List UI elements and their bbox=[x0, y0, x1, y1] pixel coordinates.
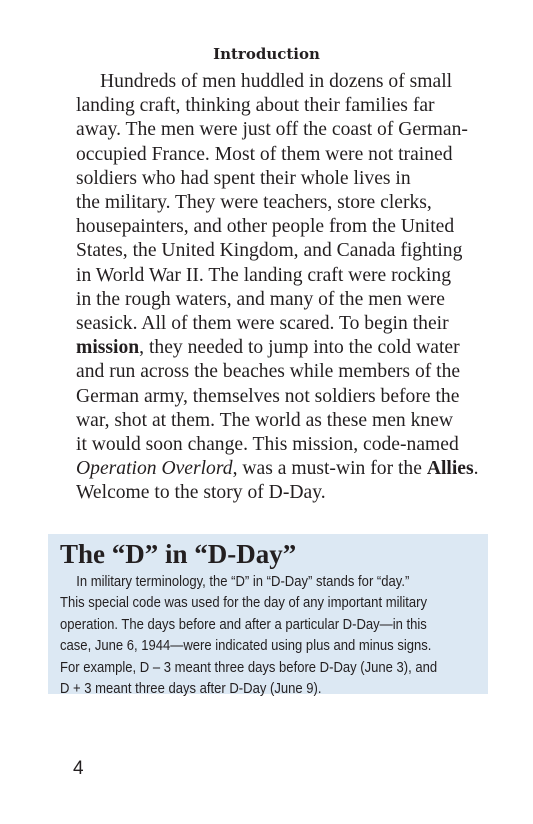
sidebar-title: The “D” in “D-Day” bbox=[60, 539, 297, 569]
body-text-fragment: , was a must-win for the bbox=[232, 458, 427, 480]
sidebar-paragraph bbox=[60, 572, 442, 700]
body-line-mission bbox=[76, 336, 496, 360]
page-number: 4 bbox=[73, 758, 84, 779]
sidebar-line: This special code was used for the day of any important military bbox=[60, 595, 428, 612]
section-heading: Introduction bbox=[213, 45, 320, 63]
body-line: Hundreds of men huddled in dozens of small bbox=[100, 71, 453, 92]
body-line: landing craft, thinking about their families far bbox=[76, 95, 435, 117]
body-line: in the rough waters, and many of the men were bbox=[76, 288, 445, 310]
body-line: the military. They were teachers, store clerks, bbox=[76, 192, 432, 214]
glossary-term-mission: mission bbox=[76, 337, 140, 359]
body-line: and run across the beaches while members of the bbox=[76, 361, 461, 383]
body-line: away. The men were just off the coast of German- bbox=[76, 119, 468, 141]
body-line-operation bbox=[76, 457, 496, 481]
body-line: it would soon change. This mission, code-named bbox=[76, 434, 459, 456]
body-line: seasick. All of them were scared. To begin their bbox=[76, 313, 449, 335]
body-line: States, the United Kingdom, and Canada fighting bbox=[76, 240, 463, 262]
sidebar-line: case, June 6, 1944—were indicated using plus and minus signs. bbox=[60, 638, 432, 655]
body-text-fragment: . bbox=[473, 458, 479, 480]
body-line: soldiers who had spent their whole lives in bbox=[76, 167, 411, 189]
body-line: Welcome to the story of D-Day. bbox=[76, 482, 326, 504]
sidebar-line: operation. The days before and after a particular D-Day—in this bbox=[60, 616, 427, 633]
body-line: war, shot at them. The world as these men knew bbox=[76, 409, 454, 431]
body-line: occupied France. Most of them were not trained bbox=[76, 143, 453, 165]
sidebar-line: In military terminology, the “D” in “D-Day” stands for “day.” bbox=[76, 574, 410, 590]
operation-name: Operation Overlord bbox=[76, 458, 233, 480]
body-text-fragment: , they needed to jump into the cold water bbox=[139, 337, 460, 359]
sidebar-line: For example, D – 3 meant three days before D-Day (June 3), and bbox=[60, 659, 438, 676]
sidebar-line: D + 3 meant three days after D-Day (June 9). bbox=[60, 681, 322, 698]
body-line: in World War II. The landing craft were rocking bbox=[76, 264, 451, 286]
body-line: housepainters, and other people from the United bbox=[76, 216, 455, 238]
sidebar-box bbox=[48, 534, 488, 698]
body-line: German army, themselves not soldiers before the bbox=[76, 385, 460, 407]
body-paragraph bbox=[76, 70, 496, 506]
glossary-term-allies: Allies bbox=[426, 458, 474, 480]
